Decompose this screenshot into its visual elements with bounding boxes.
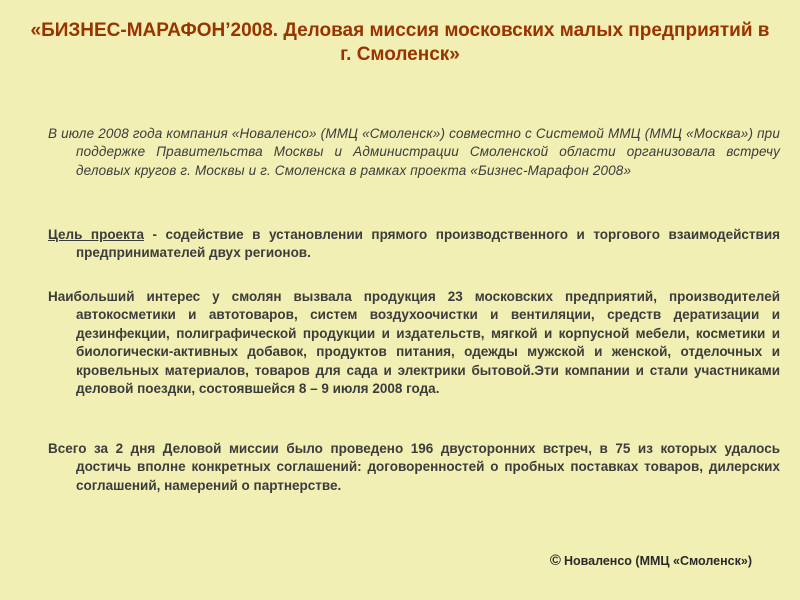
slide-title: «БИЗНЕС-МАРАФОН’2008. Деловая миссия московских малых предприятий в г. Смоленск» xyxy=(30,20,770,65)
goal-paragraph xyxy=(48,226,780,263)
copyright-text: Новаленсо (ММЦ «Смоленск») xyxy=(563,554,752,568)
summary-paragraph: Всего за 2 дня Деловой миссии было проведено 196 двусторонних встреч, в 75 из которых удалось достичь вполне конкретных соглашений: договоренностей о пробных поставках товаров, дилерских соглашений, намерений о партнерстве. xyxy=(48,441,780,493)
copyright-icon: © xyxy=(549,552,561,569)
goal-text: - содействие в установлении прямого производственного и торгового взаимодействия предпринимателей двух регионов. xyxy=(76,227,780,261)
copyright-footer xyxy=(550,552,752,570)
goal-label: Цель проекта xyxy=(48,227,144,242)
intro-paragraph: В июле 2008 года компания «Новаленсо» (ММЦ «Смоленск») совместно с Системой ММЦ (ММЦ «Москва») при поддержке Правительства Москвы и Администрации Смоленской области организовала встречу деловых кругов г. Москвы и г. Смоленска в рамках проекта «Бизнес-Марафон 2008» xyxy=(48,126,780,178)
interest-paragraph: Наибольший интерес у смолян вызвала продукция 23 московских предприятий, производителей автокосметики и автотоваров, систем воздухоочистки и вентиляции, средств дератизации и дезинфекции, полиграфической продукции и издательств, мягкой и корпусной мебели, косметики и биологически-активных добавок, продуктов питания, одежды мужской и женской, отделочных и кровельных материалов, товаров для сада и электрики бытовой.Эти компании и стали участниками деловой поездки, состоявшейся 8 – 9 июля 2008 года. xyxy=(48,289,780,397)
